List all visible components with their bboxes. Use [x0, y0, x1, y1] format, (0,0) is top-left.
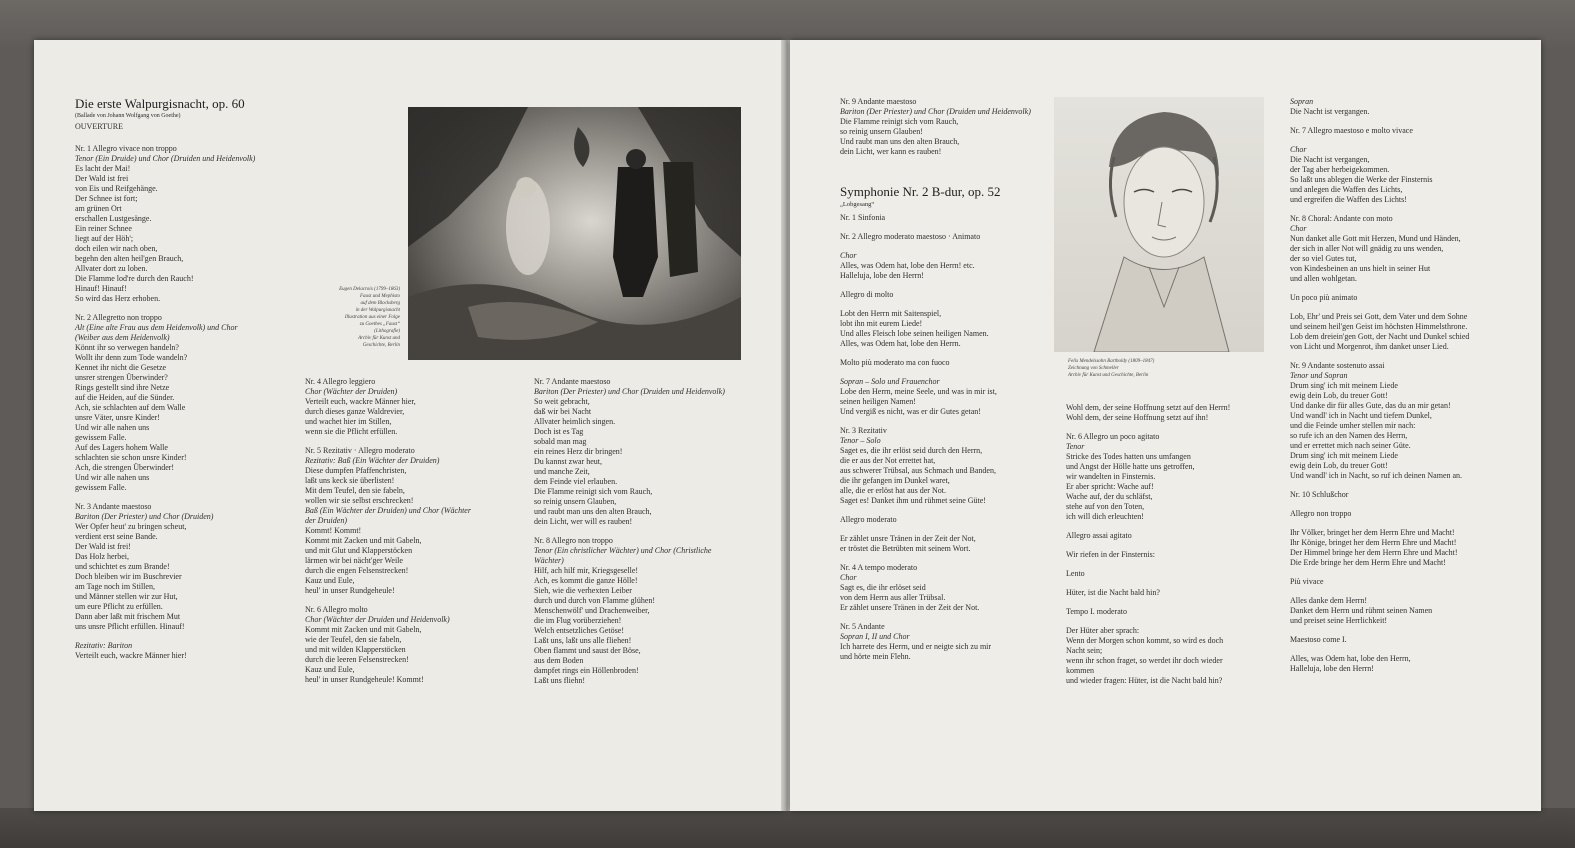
- text-line: Allegro di molto: [840, 290, 894, 299]
- text-line: Und wir alle nahen uns: [75, 423, 150, 432]
- text-line: verdient erst seine Bande.: [75, 532, 158, 541]
- caption-line: (Lithografie): [374, 329, 400, 334]
- caption-line: Faust und Mephisto: [360, 294, 400, 299]
- text-line: Wer Opfer heut' zu bringen scheut,: [75, 522, 187, 531]
- spacer: [1066, 617, 1230, 626]
- text-line: ein reines Herz dir bringen!: [534, 447, 623, 456]
- text-line: durch die engen Felsenstrecken!: [305, 566, 409, 575]
- text-line: Kommt! Kommt!: [305, 526, 362, 535]
- spacer: [1066, 423, 1230, 432]
- text-line: auf die Heiden, auf die Sünder.: [75, 393, 175, 402]
- text-line: Der Wald ist frei: [75, 174, 129, 183]
- text-line: Kommt mit Zacken und mit Gabeln,: [305, 536, 422, 545]
- caption-line: Eugen Delacroix (1799–1863): [339, 287, 400, 292]
- text-line: von Kindesbeinen an uns hielt in seiner Hut: [1290, 264, 1431, 273]
- voice-label: Chor: [1290, 224, 1307, 233]
- spacer: [1066, 598, 1230, 607]
- text-line: Der Schnee ist fort;: [75, 194, 138, 203]
- voice-label: Wächter): [534, 556, 564, 565]
- section-heading: Nr. 3 Andante maestoso: [75, 502, 152, 511]
- text-line: Allvater dort zu loben.: [75, 264, 148, 273]
- text-line: der sich in aller Not will gnädig zu uns wenden,: [1290, 244, 1444, 253]
- text-line: stehe auf von den Toten,: [1066, 502, 1145, 511]
- spacer: [75, 493, 255, 502]
- portrait-caption: [1068, 358, 1208, 379]
- text-line: wenn sie die Pflicht erfüllen.: [305, 427, 398, 436]
- text-line: gewissem Falle.: [75, 433, 127, 442]
- text-line: Allegro assai agitato: [1066, 531, 1132, 540]
- text-line: Ach, es kommt die ganze Hölle!: [534, 576, 638, 585]
- text-line: laßt uns keck sie überlisten!: [305, 476, 395, 485]
- text-line: dein Licht, wer kann es rauben!: [840, 147, 942, 156]
- text-line: unsrer strengen Überwinder?: [75, 373, 168, 382]
- spacer: [1290, 117, 1469, 126]
- section-heading: Nr. 10 Schlußchor: [1290, 490, 1349, 499]
- voice-label: Rezitativ: Baß (Ein Wächter der Druiden): [305, 456, 440, 465]
- text-line: Die Flamme lod're durch den Rauch!: [75, 274, 194, 283]
- text-line: Ach, die strengen Überwinder!: [75, 463, 175, 472]
- voice-label: Bariton (Der Priester) und Chor (Druiden): [75, 512, 214, 521]
- spacer: [1290, 205, 1469, 214]
- left-page: [34, 40, 784, 811]
- text-line: durch die leeren Felsenstrecken!: [305, 655, 409, 664]
- voice-label: Chor (Wächter der Druiden): [305, 387, 398, 396]
- section-heading: Nr. 9 Andante sostenuto assai: [1290, 361, 1385, 370]
- text-line: begehn den alten heil'gen Brauch,: [75, 254, 184, 263]
- text-line: lärmen wir bei nächt'ger Weile: [305, 556, 403, 565]
- text-line: und hörte mein Flehn.: [840, 652, 911, 661]
- text-line: Doch bleiben wir im Buschrevier: [75, 572, 182, 581]
- text-line: Verteilt euch, wackre Männer hier,: [305, 397, 416, 406]
- text-line: So weit gebracht,: [534, 397, 590, 406]
- voice-label: Tenor: [1066, 442, 1085, 451]
- text-line: Er aber spricht: Wache auf!: [1066, 482, 1154, 491]
- section-heading: Nr. 5 Andante: [840, 622, 885, 631]
- page-title: Die erste Walpurgisnacht, op. 60: [75, 96, 245, 111]
- text-line: Und alles Fleisch lobe seinen heiligen Namen.: [840, 329, 989, 338]
- text-line: So wird das Herz erhoben.: [75, 294, 161, 303]
- text-line: Allegro non troppo: [1290, 509, 1352, 518]
- text-line: Drum sing' ich mit meinem Liede: [1290, 381, 1398, 390]
- text-line: Die Nacht ist vergangen,: [1290, 155, 1370, 164]
- voice-label: Tenor (Ein christlicher Wächter) und Chor (Christliche: [534, 546, 712, 555]
- section-heading: Nr. 9 Andante maestoso: [840, 97, 917, 106]
- text-line: Lobt den Herrn mit Saitenspiel,: [840, 309, 942, 318]
- text-line: Auf des Lagers hohem Walle: [75, 443, 168, 452]
- voice-label: der Druiden): [305, 516, 347, 525]
- text-line: durch dieses ganze Waldrevier,: [305, 407, 405, 416]
- spacer: [840, 613, 997, 622]
- text-line: Laßt uns, laßt uns alle fliehen!: [534, 636, 632, 645]
- voice-label: Chor (Wächter der Druiden und Heidenvolk): [305, 615, 450, 624]
- right-page: [790, 40, 1541, 811]
- text-line: Ihr Könige, bringet her dem Herrn Ehre und Macht!: [1290, 538, 1457, 547]
- text-line: und allen wohlgetan.: [1290, 274, 1357, 283]
- text-line: seinen heiligen Namen!: [840, 397, 916, 406]
- section-heading: Nr. 3 Rezitativ: [840, 426, 887, 435]
- spacer: [1290, 519, 1469, 528]
- text-line: und raubt man uns den alten Brauch,: [534, 507, 652, 516]
- text-line: und Angst der Hölle hatte uns getroffen,: [1066, 462, 1195, 471]
- section-heading: Nr. 1 Sinfonia: [840, 213, 886, 222]
- spacer: [1066, 579, 1230, 588]
- text-line: Alles danke dem Herrn!: [1290, 596, 1368, 605]
- caption-line: auf dem Blocksberg: [360, 301, 400, 306]
- caption-line: Zeichnung von Schmeller: [1068, 366, 1119, 371]
- text-line: Und raubt man uns den alten Brauch,: [840, 137, 960, 146]
- mendelssohn-portrait: [1054, 97, 1264, 352]
- text-line: und schichtet es zum Brande!: [75, 562, 170, 571]
- text-line: Er zählet unsre Tränen in der Zeit der Not,: [840, 534, 976, 543]
- section-heading: Nr. 5 Rezitativ · Allegro moderato: [305, 446, 415, 455]
- text-line: Halleluja, lobe den Herrn!: [840, 271, 924, 280]
- voice-label: Alt (Eine alte Frau aus dem Heidenvolk) und Chor: [75, 323, 238, 332]
- voice-label: Sopran I, II und Chor: [840, 632, 910, 641]
- voice-label: (Weiber aus dem Heidenvolk): [75, 333, 170, 342]
- text-line: Rings gestellt sind ihre Netze: [75, 383, 170, 392]
- text-line: Lob, Ehr' und Preis sei Gott, dem Vater und dem Sohne: [1290, 312, 1468, 321]
- text-line: Wenn der Morgen schon kommt, so wird es doch: [1066, 636, 1224, 645]
- illustration-caption: [292, 286, 400, 349]
- text-line: und ergreifen die Waffen des Lichts!: [1290, 195, 1407, 204]
- text-line: Ach, sie schlachten auf dem Walle: [75, 403, 186, 412]
- text-line: Alles, was Odem hat, lobe den Herrn,: [1290, 654, 1411, 663]
- text-line: und anlegen die Waffen des Lichts,: [1290, 185, 1403, 194]
- text-line: lobt ihn mit eurem Liede!: [840, 319, 923, 328]
- spacer: [1290, 303, 1469, 312]
- text-line: Maestoso come I.: [1290, 635, 1347, 644]
- text-line: Und wandl' ich in Nacht, so ruf ich deinen Namen an.: [1290, 471, 1463, 480]
- text-line: Könnt ihr so verwegen handeln?: [75, 343, 179, 352]
- section-heading: Nr. 1 Allegro vivace non troppo: [75, 144, 177, 153]
- text-line: ewig dein Lob, du treuer Gott!: [1290, 461, 1388, 470]
- text-line: Und wandl' ich in Nacht und tiefem Dunkel,: [1290, 411, 1432, 420]
- text-line: ich will dich erleuchten!: [1066, 512, 1144, 521]
- text-line: Nun danket alle Gott mit Herzen, Mund und Händen,: [1290, 234, 1461, 243]
- text-line: Più vivace: [1290, 577, 1324, 586]
- text-line: Ich harrete des Herrn, und er neigte sich zu mir: [840, 642, 992, 651]
- text-line: und mit Glut und Klapperstöcken: [305, 546, 413, 555]
- caption-line: Geschichte, Berlin: [362, 343, 400, 348]
- caption-line: in der Walpurgisnacht: [355, 308, 400, 313]
- text-line: wollen wir sie selbst erschrecken!: [305, 496, 414, 505]
- text-line: und die Feinde umher stellen mir nach:: [1290, 421, 1416, 430]
- text-line: Saget es! Danket ihm und rühmet seine Güte!: [840, 496, 986, 505]
- voice-label: Rezitativ: Bariton: [75, 641, 133, 650]
- voice-label: Chor: [840, 251, 857, 260]
- text-line: die im Flug vorüberziehen!: [534, 616, 622, 625]
- text-line: Das Holz herbei,: [75, 552, 129, 561]
- text-line: wir wandelten in Finsternis.: [1066, 472, 1156, 481]
- text-line: am Tage noch im Stillen,: [75, 582, 155, 591]
- voice-label: Tenor (Ein Druide) und Chor (Druiden und Heidenvolk): [75, 154, 256, 163]
- text-line: Allegro moderato: [840, 515, 897, 524]
- spacer: [75, 304, 255, 313]
- text-line: und preiset seine Herrlichkeit!: [1290, 616, 1388, 625]
- text-line: am grünen Ort: [75, 204, 122, 213]
- text-line: Kommt mit Zacken und mit Gabeln,: [305, 625, 422, 634]
- voice-label: Tenor – Solo: [840, 436, 881, 445]
- text-line: um eure Pflicht zu erfüllen.: [75, 602, 163, 611]
- text-line: Menschenwölf' und Drachenweiber,: [534, 606, 650, 615]
- text-line: Oben flammt und saust der Böse,: [534, 646, 641, 655]
- text-column-3: [534, 377, 725, 686]
- spacer: [305, 596, 471, 605]
- text-line: aus schwerer Trübsal, aus Schmach und Banden,: [840, 466, 996, 475]
- spacer: [1290, 284, 1469, 293]
- text-line: so rufe ich an den Namen des Herrn,: [1290, 431, 1408, 440]
- text-line: alle, die er erlöst hat aus der Not.: [840, 486, 946, 495]
- text-line: und wachet hier im Stillen,: [305, 417, 392, 426]
- text-line: heul' in unser Rundgeheule!: [305, 586, 395, 595]
- text-line: Sieh, wie die verhexten Leiber: [534, 586, 632, 595]
- section-heading: Nr. 8 Choral: Andante con moto: [1290, 214, 1393, 223]
- text-line: Wollt ihr denn zum Tode wandeln?: [75, 353, 188, 362]
- voice-label: Chor: [840, 573, 857, 582]
- text-line: Wohl dem, der seine Hoffnung setzt auf ihn!: [1066, 413, 1209, 422]
- spacer: [1290, 352, 1469, 361]
- text-line: von dem Herrn aus aller Trübsal.: [840, 593, 946, 602]
- text-column-1: [75, 144, 255, 661]
- voice-label: Bariton (Der Priester) und Chor (Druiden und Heidenvolk): [840, 107, 1031, 116]
- text-line: die er aus der Not errettet hat,: [840, 456, 936, 465]
- caption-line: Illustration aus einer Folge: [344, 315, 400, 320]
- text-line: Die Erde bringe her dem Herrn Ehre und Macht!: [1290, 558, 1446, 567]
- text-line: Lobe den Herrn, meine Seele, und was in mir ist,: [840, 387, 997, 396]
- voice-label: Sopran: [1290, 97, 1314, 106]
- text-line: die ihr gefangen im Dunkel waret,: [840, 476, 950, 485]
- text-line: ewig dein Lob, du treuer Gott!: [1290, 391, 1388, 400]
- voice-label: Tenor und Sopran: [1290, 371, 1348, 380]
- spacer: [1290, 587, 1469, 596]
- background-bottom: [0, 808, 1575, 848]
- text-line: durch und durch von Flamme glühen!: [534, 596, 656, 605]
- spacer: [840, 417, 997, 426]
- text-line: Kennet ihr nicht die Gesetze: [75, 363, 167, 372]
- text-line: Alles, was Odem hat, lobe den Herrn! etc.: [840, 261, 975, 270]
- text-line: Welch entsetzliches Getöse!: [534, 626, 624, 635]
- section-heading: Nr. 8 Allegro non troppo: [534, 536, 613, 545]
- text-line: Und wir alle nahen uns: [75, 473, 150, 482]
- text-line: heul' in unser Rundgeheule! Kommt!: [305, 675, 424, 684]
- overture-heading: OUVERTURE: [75, 122, 123, 131]
- text-line: Diese dumpfen Pfaffenchristen,: [305, 466, 407, 475]
- text-line: der so viel Gutes tut,: [1290, 254, 1357, 263]
- text-line: und Männer stellen wir zur Hut,: [75, 592, 178, 601]
- text-line: schlachten sie schon unsre Kinder!: [75, 453, 187, 462]
- text-line: So laßt uns ablegen die Werke der Finsternis: [1290, 175, 1433, 184]
- text-line: Hüter, ist die Nacht bald hin?: [1066, 588, 1160, 597]
- text-line: Un poco più animato: [1290, 293, 1358, 302]
- text-line: erschallen Lustgesänge.: [75, 214, 152, 223]
- section-heading: Nr. 6 Allegro molto: [305, 605, 368, 614]
- text-line: wenn ihr schon fraget, so werdet ihr doch wieder: [1066, 656, 1223, 665]
- text-line: und seinem heil'gen Geist im höchsten Himmelsthrone.: [1290, 322, 1468, 331]
- symphony-title: Symphonie Nr. 2 B-dur, op. 52: [840, 184, 1001, 199]
- text-line: Dann aber laßt mit frischem Mut: [75, 612, 181, 621]
- text-line: und manche Zeit,: [534, 467, 590, 476]
- spacer: [1290, 626, 1469, 635]
- text-line: Ein reiner Schnee: [75, 224, 132, 233]
- section-heading: Nr. 7 Allegro maestoso e molto vivace: [1290, 126, 1413, 135]
- text-line: wie der Teufel, den sie fabeln,: [305, 635, 402, 644]
- text-line: Die Flamme reinigt sich vom Rauch,: [840, 117, 959, 126]
- text-line: Mit dem Teufel, den sie fabeln,: [305, 486, 405, 495]
- text-line: er tröstet die Betrübten mit seinem Wort.: [840, 544, 971, 553]
- text-line: Wache auf, der du schläfst,: [1066, 492, 1153, 501]
- text-line: Und vergiß es nicht, was er dir Gutes getan!: [840, 407, 981, 416]
- text-line: Lob dem dreiein'gen Gott, der Nacht und Dunkel schied: [1290, 332, 1470, 341]
- text-line: Allvater heimlich singen.: [534, 417, 616, 426]
- section-heading: Nr. 2 Allegro moderato maestoso · Animato: [840, 232, 981, 241]
- spacer: [840, 554, 997, 563]
- spacer: [1066, 522, 1230, 531]
- section-heading: Nr. 6 Allegro un poco agitato: [1066, 432, 1160, 441]
- text-line: gewissem Falle.: [75, 483, 127, 492]
- text-line: dein Licht, wer will es rauben!: [534, 517, 633, 526]
- text-line: aus dem Boden: [534, 656, 584, 665]
- text-line: Danket dem Herrn und rühmt seinen Namen: [1290, 606, 1433, 615]
- text-line: Ihr Völker, bringet her dem Herrn Ehre und Macht!: [1290, 528, 1455, 537]
- caption-line: Archiv für Kunst und: [358, 336, 400, 341]
- text-column-2: [1066, 403, 1230, 686]
- voice-label: Bariton (Der Priester) und Chor (Druiden und Heidenvolk): [534, 387, 725, 396]
- text-line: Kauz und Eule,: [305, 576, 355, 585]
- section-heading: Nr. 4 A tempo moderato: [840, 563, 918, 572]
- text-line: Hilf, ach hilf mir, Kriegsgeselle!: [534, 566, 639, 575]
- text-line: und mit wilden Klapperstöcken: [305, 645, 406, 654]
- spacer: [840, 525, 997, 534]
- spacer: [1290, 568, 1469, 577]
- text-line: Laßt uns fliehn!: [534, 676, 586, 685]
- caption-line: Felix Mendelssohn Bartholdy (1809–1847): [1068, 359, 1155, 364]
- spacer: [840, 368, 997, 377]
- text-line: Wohl dem, der seine Hoffnung setzt auf den Herrn!: [1066, 403, 1231, 412]
- text-line: so reinig unsern Glauben,: [534, 497, 617, 506]
- spacer: [1290, 500, 1469, 509]
- text-line: dampfet rings ein Höllenbroden!: [534, 666, 639, 675]
- text-line: von Eis und Reifgehänge.: [75, 184, 158, 193]
- spacer: [840, 223, 997, 232]
- page-subtitle: (Ballade von Johann Wolfgang von Goethe): [75, 113, 181, 119]
- spacer: [840, 281, 997, 290]
- text-line: Und danke dir für alles Gute, das du an mir getan!: [1290, 401, 1451, 410]
- text-line: Tempo I. moderato: [1066, 607, 1127, 616]
- text-line: doch eilen wir nach oben,: [75, 244, 158, 253]
- text-line: Die Nacht ist vergangen.: [1290, 107, 1370, 116]
- spacer: [840, 349, 997, 358]
- voice-label: Baß (Ein Wächter der Druiden) und Chor (Wächter: [305, 506, 471, 515]
- section-heading: Nr. 7 Andante maestoso: [534, 377, 611, 386]
- spacer: [1066, 541, 1230, 550]
- voice-label: Chor: [1290, 145, 1307, 154]
- text-column-2: [305, 377, 471, 685]
- text-line: kommen: [1066, 666, 1094, 675]
- text-line: Halleluja, lobe den Herrn!: [1290, 664, 1374, 673]
- text-line: Molto più moderato ma con fuoco: [840, 358, 950, 367]
- spacer: [1290, 481, 1469, 490]
- text-line: und er errettet mich nach seiner Güte.: [1290, 441, 1411, 450]
- delacroix-lithograph: [408, 107, 741, 360]
- spacer: [840, 242, 997, 251]
- text-line: Er zählet unsere Tränen in der Zeit der Not.: [840, 603, 980, 612]
- section-heading: Nr. 4 Allegro leggiero: [305, 377, 376, 386]
- text-line: Nacht sein;: [1066, 646, 1103, 655]
- section-heading: Nr. 2 Allegretto non troppo: [75, 313, 162, 322]
- text-line: Alles, was Odem hat, lobe den Herrn.: [840, 339, 961, 348]
- text-line: liegt auf der Höh';: [75, 234, 134, 243]
- text-line: Lento: [1066, 569, 1085, 578]
- text-line: so reinig unsern Glauben!: [840, 127, 923, 136]
- spacer: [840, 506, 997, 515]
- text-line: Der Hüter aber sprach:: [1066, 626, 1140, 635]
- spacer: [305, 437, 471, 446]
- text-line: von Licht und Morgenrot, ihm danket unser Lied.: [1290, 342, 1449, 351]
- text-line: Du kannst zwar heut,: [534, 457, 602, 466]
- spacer: [1290, 645, 1469, 654]
- symphony-subtitle: „Lobgesang“: [840, 201, 875, 208]
- text-line: daß wir bei Nacht: [534, 407, 592, 416]
- text-line: Wir riefen in der Finsternis:: [1066, 550, 1155, 559]
- spacer: [534, 527, 725, 536]
- text-line: Verteilt euch, wackre Männer hier!: [75, 651, 187, 660]
- text-line: Es lacht der Mai!: [75, 164, 131, 173]
- text-line: Sagt es, die ihr erlöset seid: [840, 583, 926, 592]
- text-line: unsre Väter, unsre Kinder!: [75, 413, 160, 422]
- text-line: uns unsre Pflicht erfüllen. Hinauf!: [75, 622, 185, 631]
- voice-label: Sopran – Solo und Frauenchor: [840, 377, 940, 386]
- text-line: Die Flamme reinigt sich vom Rauch,: [534, 487, 653, 496]
- spacer: [1290, 136, 1469, 145]
- text-line: Kauz und Eule,: [305, 665, 355, 674]
- text-line: Doch ist es Tag: [534, 427, 584, 436]
- spacer: [840, 300, 997, 309]
- text-line: und wieder fragen: Hüter, ist die Nacht bald hin?: [1066, 676, 1223, 685]
- text-column-1: [840, 213, 997, 662]
- text-column-1-top: [840, 97, 1031, 157]
- caption-line: zu Goethes „Faust“: [359, 322, 400, 327]
- text-line: Drum sing' ich mit meinem Liede: [1290, 451, 1398, 460]
- text-line: der Tag aber herbeigekommen.: [1290, 165, 1390, 174]
- text-line: Der Wald ist frei!: [75, 542, 131, 551]
- spacer: [75, 632, 255, 641]
- text-line: Stricke des Todes hatten uns umfangen: [1066, 452, 1191, 461]
- text-column-3: [1290, 97, 1469, 674]
- text-line: Der Himmel bringe her dem Herrn Ehre und Macht!: [1290, 548, 1458, 557]
- text-line: Saget es, die ihr erlöst seid durch den Herrn,: [840, 446, 983, 455]
- text-line: dem Feinde viel erlauben.: [534, 477, 618, 486]
- caption-line: Archiv für Kunst und Geschichte, Berlin: [1068, 373, 1149, 378]
- text-line: Hinauf! Hinauf!: [75, 284, 127, 293]
- spacer: [1066, 560, 1230, 569]
- text-line: sobald man mag: [534, 437, 587, 446]
